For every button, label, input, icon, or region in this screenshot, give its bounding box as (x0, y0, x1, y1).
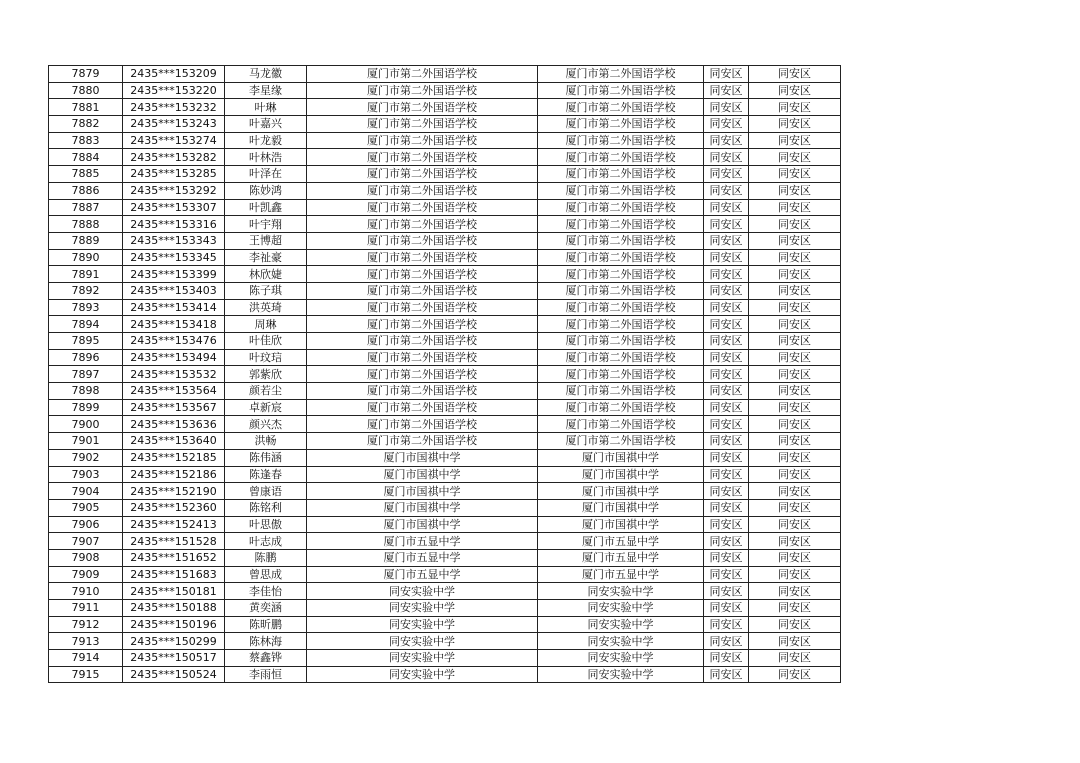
cell-school: 厦门市第二外国语学校 (307, 349, 538, 366)
cell-school: 厦门市第二外国语学校 (307, 366, 538, 383)
cell-id: 2435***153307 (123, 199, 225, 216)
cell-name: 陈妙鸿 (225, 182, 307, 199)
cell-index: 7890 (49, 249, 123, 266)
cell-school: 厦门市第二外国语学校 (307, 433, 538, 450)
cell-district-admitted: 同安区 (749, 466, 841, 483)
cell-index: 7899 (49, 399, 123, 416)
cell-name: 陈鹏 (225, 549, 307, 566)
cell-id: 2435***153418 (123, 316, 225, 333)
cell-district: 同安区 (704, 166, 749, 183)
cell-id: 2435***153285 (123, 166, 225, 183)
cell-name: 陈林海 (225, 633, 307, 650)
cell-id: 2435***152360 (123, 499, 225, 516)
cell-district-admitted: 同安区 (749, 549, 841, 566)
cell-school-admitted: 厦门市第二外国语学校 (538, 299, 704, 316)
cell-district-admitted: 同安区 (749, 249, 841, 266)
cell-school: 同安实验中学 (307, 666, 538, 683)
cell-name: 陈铭利 (225, 499, 307, 516)
cell-district: 同安区 (704, 583, 749, 600)
cell-school-admitted: 厦门市第二外国语学校 (538, 216, 704, 233)
cell-district: 同安区 (704, 316, 749, 333)
table-row (49, 600, 841, 617)
cell-id: 2435***153532 (123, 366, 225, 383)
cell-district-admitted: 同安区 (749, 583, 841, 600)
table-row (49, 416, 841, 433)
table-row (49, 666, 841, 683)
cell-school-admitted: 厦门市第二外国语学校 (538, 66, 704, 83)
cell-school: 厦门市第二外国语学校 (307, 199, 538, 216)
cell-district: 同安区 (704, 449, 749, 466)
cell-school-admitted: 厦门市国祺中学 (538, 449, 704, 466)
cell-id: 2435***153209 (123, 66, 225, 83)
cell-name: 颜若尘 (225, 383, 307, 400)
cell-school-admitted: 厦门市第二外国语学校 (538, 116, 704, 133)
cell-school-admitted: 厦门市国祺中学 (538, 499, 704, 516)
cell-id: 2435***152190 (123, 483, 225, 500)
cell-district: 同安区 (704, 650, 749, 667)
cell-index: 7906 (49, 516, 123, 533)
cell-index: 7891 (49, 266, 123, 283)
cell-id: 2435***153564 (123, 383, 225, 400)
table-row (49, 66, 841, 83)
cell-district: 同安区 (704, 600, 749, 617)
cell-district-admitted: 同安区 (749, 266, 841, 283)
table-row (49, 82, 841, 99)
cell-district: 同安区 (704, 666, 749, 683)
cell-index: 7884 (49, 149, 123, 166)
cell-index: 7910 (49, 583, 123, 600)
cell-school: 厦门市第二外国语学校 (307, 216, 538, 233)
cell-district-admitted: 同安区 (749, 666, 841, 683)
cell-district-admitted: 同安区 (749, 232, 841, 249)
table-body (49, 66, 841, 683)
table-row (49, 449, 841, 466)
cell-id: 2435***151683 (123, 566, 225, 583)
cell-school-admitted: 厦门市第二外国语学校 (538, 199, 704, 216)
cell-name: 林欣婕 (225, 266, 307, 283)
cell-name: 郭紫欣 (225, 366, 307, 383)
student-table (48, 65, 841, 683)
cell-school: 同安实验中学 (307, 633, 538, 650)
table-row (49, 366, 841, 383)
cell-district-admitted: 同安区 (749, 433, 841, 450)
cell-index: 7907 (49, 533, 123, 550)
cell-district-admitted: 同安区 (749, 449, 841, 466)
cell-school-admitted: 厦门市第二外国语学校 (538, 232, 704, 249)
cell-name: 叶思傲 (225, 516, 307, 533)
cell-district-admitted: 同安区 (749, 299, 841, 316)
table-row (49, 99, 841, 116)
cell-school-admitted: 厦门市第二外国语学校 (538, 316, 704, 333)
cell-school: 厦门市第二外国语学校 (307, 249, 538, 266)
cell-id: 2435***153243 (123, 116, 225, 133)
table-row (49, 116, 841, 133)
cell-district: 同安区 (704, 282, 749, 299)
table-row (49, 149, 841, 166)
cell-id: 2435***150524 (123, 666, 225, 683)
cell-name: 洪畅 (225, 433, 307, 450)
cell-index: 7909 (49, 566, 123, 583)
cell-school-admitted: 厦门市第二外国语学校 (538, 149, 704, 166)
cell-name: 叶琳 (225, 99, 307, 116)
cell-district-admitted: 同安区 (749, 116, 841, 133)
cell-school-admitted: 同安实验中学 (538, 616, 704, 633)
table-row (49, 633, 841, 650)
cell-school: 厦门市国祺中学 (307, 483, 538, 500)
cell-name: 卓新宸 (225, 399, 307, 416)
cell-name: 陈子琪 (225, 282, 307, 299)
cell-school-admitted: 厦门市第二外国语学校 (538, 416, 704, 433)
cell-school: 同安实验中学 (307, 583, 538, 600)
cell-school: 同安实验中学 (307, 650, 538, 667)
cell-district-admitted: 同安区 (749, 66, 841, 83)
cell-district: 同安区 (704, 549, 749, 566)
cell-school: 厦门市第二外国语学校 (307, 82, 538, 99)
table-row (49, 166, 841, 183)
cell-school-admitted: 厦门市第二外国语学校 (538, 82, 704, 99)
cell-district-admitted: 同安区 (749, 399, 841, 416)
cell-name: 马龙徽 (225, 66, 307, 83)
table-row (49, 249, 841, 266)
table-row (49, 583, 841, 600)
cell-school-admitted: 厦门市五显中学 (538, 566, 704, 583)
cell-name: 叶泽在 (225, 166, 307, 183)
cell-school: 厦门市第二外国语学校 (307, 232, 538, 249)
cell-district-admitted: 同安区 (749, 316, 841, 333)
cell-district-admitted: 同安区 (749, 416, 841, 433)
cell-school-admitted: 厦门市国祺中学 (538, 466, 704, 483)
cell-name: 陈逢春 (225, 466, 307, 483)
cell-index: 7904 (49, 483, 123, 500)
cell-district: 同安区 (704, 616, 749, 633)
cell-index: 7913 (49, 633, 123, 650)
cell-name: 李雨恒 (225, 666, 307, 683)
cell-school: 厦门市第二外国语学校 (307, 116, 538, 133)
cell-district-admitted: 同安区 (749, 633, 841, 650)
cell-school: 厦门市五显中学 (307, 549, 538, 566)
cell-district: 同安区 (704, 216, 749, 233)
cell-district: 同安区 (704, 349, 749, 366)
cell-district: 同安区 (704, 149, 749, 166)
cell-district: 同安区 (704, 633, 749, 650)
cell-name: 洪英琦 (225, 299, 307, 316)
cell-index: 7882 (49, 116, 123, 133)
cell-index: 7905 (49, 499, 123, 516)
cell-district: 同安区 (704, 116, 749, 133)
table-row (49, 566, 841, 583)
cell-district: 同安区 (704, 399, 749, 416)
cell-id: 2435***150299 (123, 633, 225, 650)
cell-name: 蔡鑫铧 (225, 650, 307, 667)
table-row (49, 232, 841, 249)
cell-district: 同安区 (704, 99, 749, 116)
cell-school: 厦门市第二外国语学校 (307, 299, 538, 316)
cell-district: 同安区 (704, 132, 749, 149)
cell-id: 2435***150517 (123, 650, 225, 667)
cell-school: 厦门市五显中学 (307, 566, 538, 583)
table-row (49, 383, 841, 400)
cell-school-admitted: 厦门市第二外国语学校 (538, 182, 704, 199)
cell-index: 7903 (49, 466, 123, 483)
cell-district-admitted: 同安区 (749, 650, 841, 667)
cell-school: 厦门市国祺中学 (307, 516, 538, 533)
cell-name: 叶龙毅 (225, 132, 307, 149)
cell-school-admitted: 同安实验中学 (538, 583, 704, 600)
cell-school: 厦门市第二外国语学校 (307, 149, 538, 166)
cell-district: 同安区 (704, 416, 749, 433)
table-row (49, 399, 841, 416)
cell-index: 7886 (49, 182, 123, 199)
cell-id: 2435***151652 (123, 549, 225, 566)
table-row (49, 132, 841, 149)
cell-school: 厦门市第二外国语学校 (307, 316, 538, 333)
cell-school: 厦门市第二外国语学校 (307, 282, 538, 299)
cell-name: 叶志成 (225, 533, 307, 550)
cell-district: 同安区 (704, 82, 749, 99)
cell-district-admitted: 同安区 (749, 349, 841, 366)
cell-school-admitted: 厦门市第二外国语学校 (538, 366, 704, 383)
cell-district: 同安区 (704, 182, 749, 199)
cell-index: 7893 (49, 299, 123, 316)
cell-index: 7896 (49, 349, 123, 366)
cell-id: 2435***153636 (123, 416, 225, 433)
cell-id: 2435***153282 (123, 149, 225, 166)
cell-index: 7885 (49, 166, 123, 183)
cell-name: 叶玟琂 (225, 349, 307, 366)
cell-district-admitted: 同安区 (749, 199, 841, 216)
cell-index: 7895 (49, 333, 123, 350)
table-row (49, 483, 841, 500)
cell-school: 厦门市第二外国语学校 (307, 383, 538, 400)
cell-district-admitted: 同安区 (749, 82, 841, 99)
cell-index: 7911 (49, 600, 123, 617)
cell-index: 7879 (49, 66, 123, 83)
cell-id: 2435***153220 (123, 82, 225, 99)
cell-district: 同安区 (704, 199, 749, 216)
cell-district: 同安区 (704, 433, 749, 450)
cell-district-admitted: 同安区 (749, 166, 841, 183)
cell-id: 2435***153567 (123, 399, 225, 416)
table-row (49, 499, 841, 516)
cell-name: 周琳 (225, 316, 307, 333)
cell-name: 叶林浩 (225, 149, 307, 166)
cell-id: 2435***153274 (123, 132, 225, 149)
cell-district: 同安区 (704, 466, 749, 483)
cell-school-admitted: 厦门市国祺中学 (538, 483, 704, 500)
cell-district-admitted: 同安区 (749, 616, 841, 633)
cell-district-admitted: 同安区 (749, 333, 841, 350)
table-row (49, 199, 841, 216)
cell-id: 2435***151528 (123, 533, 225, 550)
cell-school-admitted: 厦门市第二外国语学校 (538, 399, 704, 416)
cell-school: 同安实验中学 (307, 616, 538, 633)
cell-district: 同安区 (704, 383, 749, 400)
cell-school: 同安实验中学 (307, 600, 538, 617)
cell-index: 7902 (49, 449, 123, 466)
cell-index: 7880 (49, 82, 123, 99)
table-row (49, 433, 841, 450)
cell-district: 同安区 (704, 533, 749, 550)
cell-school-admitted: 同安实验中学 (538, 633, 704, 650)
cell-id: 2435***153494 (123, 349, 225, 366)
cell-district-admitted: 同安区 (749, 216, 841, 233)
cell-id: 2435***153640 (123, 433, 225, 450)
cell-school: 厦门市第二外国语学校 (307, 333, 538, 350)
table-row (49, 533, 841, 550)
cell-id: 2435***153292 (123, 182, 225, 199)
cell-school-admitted: 厦门市第二外国语学校 (538, 266, 704, 283)
table-row (49, 282, 841, 299)
cell-district-admitted: 同安区 (749, 566, 841, 583)
cell-district: 同安区 (704, 499, 749, 516)
cell-index: 7897 (49, 366, 123, 383)
cell-school: 厦门市第二外国语学校 (307, 182, 538, 199)
cell-name: 李星缘 (225, 82, 307, 99)
cell-school-admitted: 厦门市五显中学 (538, 533, 704, 550)
cell-school: 厦门市第二外国语学校 (307, 416, 538, 433)
cell-index: 7915 (49, 666, 123, 683)
cell-id: 2435***153345 (123, 249, 225, 266)
cell-name: 李祉豪 (225, 249, 307, 266)
table-row (49, 466, 841, 483)
cell-index: 7894 (49, 316, 123, 333)
cell-index: 7901 (49, 433, 123, 450)
cell-district: 同安区 (704, 266, 749, 283)
cell-district: 同安区 (704, 249, 749, 266)
table-row (49, 333, 841, 350)
table-row (49, 349, 841, 366)
cell-index: 7914 (49, 650, 123, 667)
cell-district-admitted: 同安区 (749, 149, 841, 166)
cell-name: 黄奕涵 (225, 600, 307, 617)
cell-school: 厦门市第二外国语学校 (307, 399, 538, 416)
cell-index: 7883 (49, 132, 123, 149)
cell-name: 曾康语 (225, 483, 307, 500)
cell-school-admitted: 厦门市第二外国语学校 (538, 383, 704, 400)
cell-school: 厦门市第二外国语学校 (307, 132, 538, 149)
cell-district: 同安区 (704, 516, 749, 533)
cell-name: 叶宇翔 (225, 216, 307, 233)
cell-school-admitted: 同安实验中学 (538, 650, 704, 667)
cell-name: 陈昕鹏 (225, 616, 307, 633)
cell-school-admitted: 厦门市第二外国语学校 (538, 282, 704, 299)
cell-school: 厦门市国祺中学 (307, 466, 538, 483)
cell-school-admitted: 厦门市第二外国语学校 (538, 99, 704, 116)
cell-district: 同安区 (704, 299, 749, 316)
cell-id: 2435***150188 (123, 600, 225, 617)
cell-district-admitted: 同安区 (749, 600, 841, 617)
cell-district-admitted: 同安区 (749, 533, 841, 550)
cell-name: 颜兴杰 (225, 416, 307, 433)
cell-school-admitted: 厦门市第二外国语学校 (538, 132, 704, 149)
cell-district-admitted: 同安区 (749, 132, 841, 149)
cell-name: 叶嘉兴 (225, 116, 307, 133)
cell-index: 7912 (49, 616, 123, 633)
cell-id: 2435***150181 (123, 583, 225, 600)
cell-district-admitted: 同安区 (749, 383, 841, 400)
cell-id: 2435***153414 (123, 299, 225, 316)
cell-school: 厦门市第二外国语学校 (307, 266, 538, 283)
cell-name: 叶佳欣 (225, 333, 307, 350)
cell-school-admitted: 同安实验中学 (538, 600, 704, 617)
cell-id: 2435***153232 (123, 99, 225, 116)
cell-index: 7887 (49, 199, 123, 216)
table-row (49, 316, 841, 333)
cell-id: 2435***153343 (123, 232, 225, 249)
cell-index: 7908 (49, 549, 123, 566)
cell-name: 王博超 (225, 232, 307, 249)
cell-school-admitted: 厦门市第二外国语学校 (538, 166, 704, 183)
cell-index: 7888 (49, 216, 123, 233)
cell-id: 2435***153403 (123, 282, 225, 299)
table-row (49, 549, 841, 566)
cell-district-admitted: 同安区 (749, 282, 841, 299)
cell-district: 同安区 (704, 366, 749, 383)
table-row (49, 266, 841, 283)
cell-index: 7900 (49, 416, 123, 433)
cell-district-admitted: 同安区 (749, 483, 841, 500)
cell-district-admitted: 同安区 (749, 366, 841, 383)
cell-school-admitted: 厦门市第二外国语学校 (538, 249, 704, 266)
cell-index: 7898 (49, 383, 123, 400)
cell-id: 2435***153476 (123, 333, 225, 350)
cell-district-admitted: 同安区 (749, 516, 841, 533)
cell-school-admitted: 厦门市第二外国语学校 (538, 349, 704, 366)
table-row (49, 650, 841, 667)
cell-index: 7889 (49, 232, 123, 249)
cell-district-admitted: 同安区 (749, 499, 841, 516)
cell-name: 李佳怡 (225, 583, 307, 600)
cell-district: 同安区 (704, 483, 749, 500)
cell-school: 厦门市五显中学 (307, 533, 538, 550)
cell-school-admitted: 厦门市五显中学 (538, 549, 704, 566)
cell-school: 厦门市第二外国语学校 (307, 99, 538, 116)
cell-id: 2435***152413 (123, 516, 225, 533)
cell-district-admitted: 同安区 (749, 99, 841, 116)
cell-name: 曾思成 (225, 566, 307, 583)
cell-id: 2435***150196 (123, 616, 225, 633)
cell-school-admitted: 厦门市第二外国语学校 (538, 433, 704, 450)
cell-district: 同安区 (704, 66, 749, 83)
table-row (49, 299, 841, 316)
cell-id: 2435***153399 (123, 266, 225, 283)
cell-index: 7881 (49, 99, 123, 116)
cell-name: 陈伟涵 (225, 449, 307, 466)
cell-id: 2435***153316 (123, 216, 225, 233)
cell-school: 厦门市国祺中学 (307, 449, 538, 466)
cell-district: 同安区 (704, 232, 749, 249)
table-row (49, 216, 841, 233)
cell-district: 同安区 (704, 333, 749, 350)
cell-district: 同安区 (704, 566, 749, 583)
cell-id: 2435***152186 (123, 466, 225, 483)
cell-name: 叶凯鑫 (225, 199, 307, 216)
cell-school-admitted: 厦门市国祺中学 (538, 516, 704, 533)
cell-school: 厦门市第二外国语学校 (307, 66, 538, 83)
cell-school: 厦门市国祺中学 (307, 499, 538, 516)
cell-school: 厦门市第二外国语学校 (307, 166, 538, 183)
table-row (49, 616, 841, 633)
cell-school-admitted: 厦门市第二外国语学校 (538, 333, 704, 350)
cell-index: 7892 (49, 282, 123, 299)
table-row (49, 516, 841, 533)
table-row (49, 182, 841, 199)
cell-id: 2435***152185 (123, 449, 225, 466)
cell-school-admitted: 同安实验中学 (538, 666, 704, 683)
cell-district-admitted: 同安区 (749, 182, 841, 199)
